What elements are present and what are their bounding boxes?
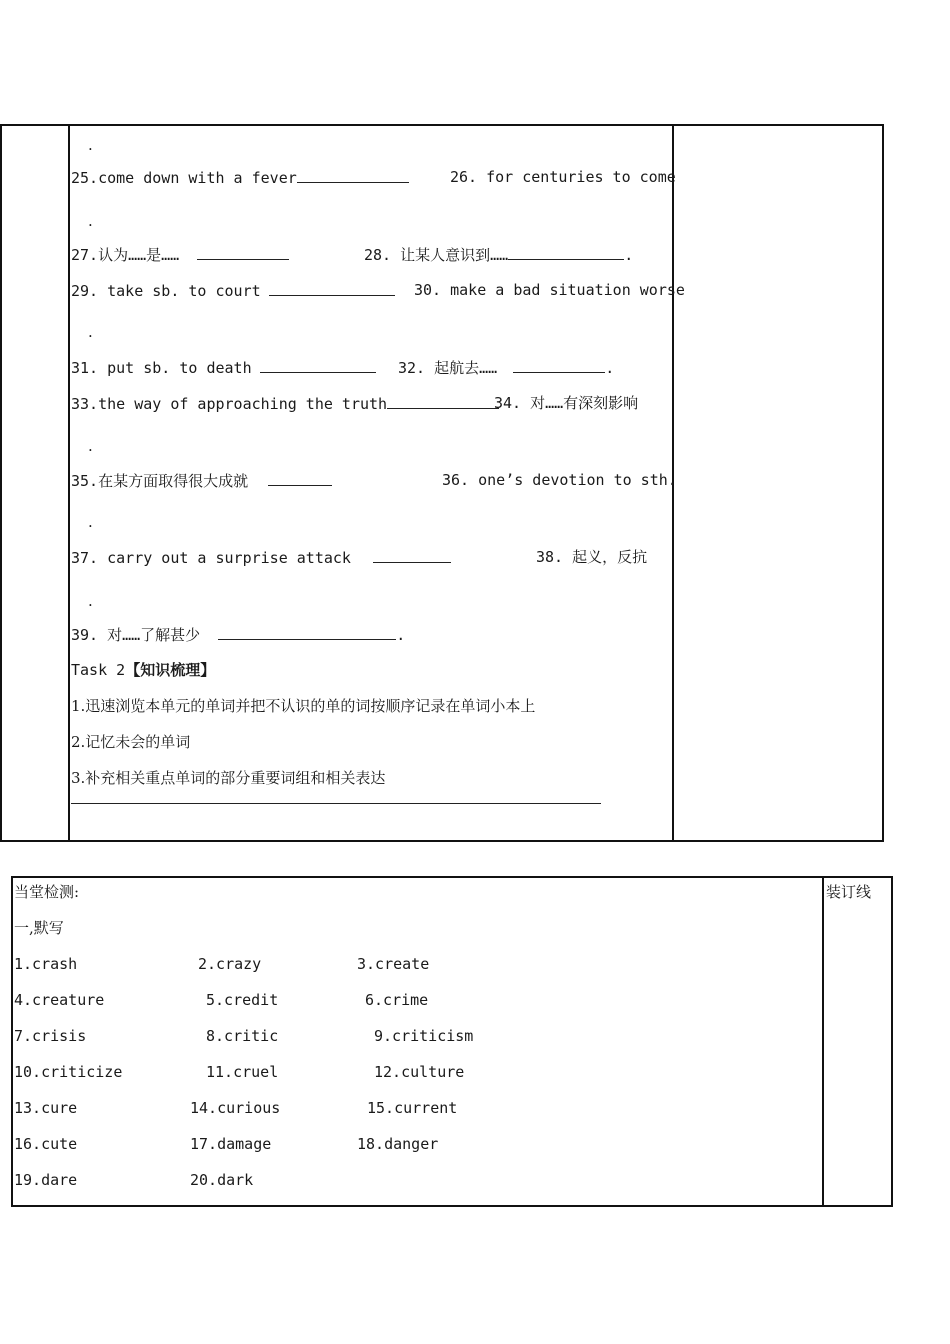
lower-table-divider xyxy=(822,876,824,1207)
question-33-text: 33.the way of approaching the truth xyxy=(71,395,388,413)
question-29-text: 29. take sb. to court xyxy=(71,282,261,300)
word-item: 17.damage xyxy=(190,1135,272,1153)
question-27 xyxy=(71,245,289,264)
word-item: 20.dark xyxy=(190,1171,254,1189)
question-32 xyxy=(398,358,614,377)
word-item: 5.credit xyxy=(206,991,279,1009)
answer-blank xyxy=(260,358,376,373)
word-item: 7.crisis xyxy=(14,1027,87,1045)
continuation-dot: . xyxy=(88,323,93,341)
word-item: 10.criticize xyxy=(14,1063,123,1081)
word-item: 1.crash xyxy=(14,955,78,973)
word-item: 14.curious xyxy=(190,1099,281,1117)
question-35-text: 35.在某方面取得很大成就 xyxy=(71,472,249,490)
word-item: 2.crazy xyxy=(198,955,262,973)
word-item: 18.danger xyxy=(357,1135,439,1153)
question-31-text: 31. put sb. to death xyxy=(71,359,252,377)
continuation-dot: . xyxy=(88,437,93,455)
answer-blank-long xyxy=(71,803,601,804)
quiz-title: 当堂检测: xyxy=(14,883,80,901)
word-item: 16.cute xyxy=(14,1135,78,1153)
task-2-title: 【知识梳理】 xyxy=(125,661,216,679)
upper-table-left-divider xyxy=(68,124,70,842)
task-item-1: 1.迅速浏览本单元的单词并把不认识的单的词按顺序记录在单词小本上 xyxy=(71,697,536,715)
question-39-text: 39. 对……了解甚少 xyxy=(71,626,201,644)
binding-line-label: 装订线 xyxy=(826,883,872,901)
word-item: 12.culture xyxy=(374,1063,465,1081)
word-item: 15.current xyxy=(367,1099,458,1117)
task-2-label: Task 2 xyxy=(71,661,126,679)
word-item: 9.criticism xyxy=(374,1027,474,1045)
question-29 xyxy=(71,281,395,300)
answer-blank xyxy=(297,168,409,183)
section-dictation: 一,默写 xyxy=(14,919,64,937)
word-item: 4.creature xyxy=(14,991,105,1009)
task-item-2: 2.记忆未会的单词 xyxy=(71,733,191,751)
question-30: 30. make a bad situation worse xyxy=(414,281,685,299)
continuation-dot: . xyxy=(88,212,93,230)
question-28 xyxy=(364,245,633,264)
answer-blank xyxy=(373,548,451,563)
question-34: 34. 对……有深刻影响 xyxy=(494,394,639,412)
word-item: 8.critic xyxy=(206,1027,279,1045)
question-25 xyxy=(71,168,409,187)
answer-blank xyxy=(387,394,499,409)
word-item: 3.create xyxy=(357,955,430,973)
word-item: 13.cure xyxy=(14,1099,78,1117)
question-35 xyxy=(71,471,332,490)
question-37 xyxy=(71,548,451,567)
word-item: 11.cruel xyxy=(206,1063,279,1081)
word-item: 19.dare xyxy=(14,1171,78,1189)
question-28-text: 28. 让某人意识到…… xyxy=(364,246,509,264)
question-39 xyxy=(71,625,405,644)
answer-blank xyxy=(197,245,289,260)
word-item: 6.crime xyxy=(365,991,429,1009)
answer-blank xyxy=(508,245,624,260)
question-25-text: 25.come down with a fever xyxy=(71,169,297,187)
question-33 xyxy=(71,394,499,413)
continuation-dot: . xyxy=(88,513,93,531)
question-38: 38. 起义，反抗 xyxy=(536,548,648,566)
question-36: 36. one’s devotion to sth. xyxy=(442,471,677,489)
answer-blank xyxy=(218,625,396,640)
answer-blank xyxy=(513,358,605,373)
task-item-3: 3.补充相关重点单词的部分重要词组和相关表达 xyxy=(71,769,386,787)
answer-blank xyxy=(268,471,332,486)
continuation-dot: . xyxy=(88,136,93,154)
period: . xyxy=(396,626,406,644)
answer-blank xyxy=(269,281,395,296)
question-27-text: 27.认为……是…… xyxy=(71,246,180,264)
period: . xyxy=(605,359,615,377)
task-2-heading xyxy=(71,661,215,679)
question-26: 26. for centuries to come xyxy=(450,168,676,186)
question-32-text: 32. 起航去…… xyxy=(398,359,498,377)
question-31 xyxy=(71,358,376,377)
question-37-text: 37. carry out a surprise attack xyxy=(71,549,351,567)
continuation-dot: . xyxy=(88,592,93,610)
period: . xyxy=(624,246,634,264)
